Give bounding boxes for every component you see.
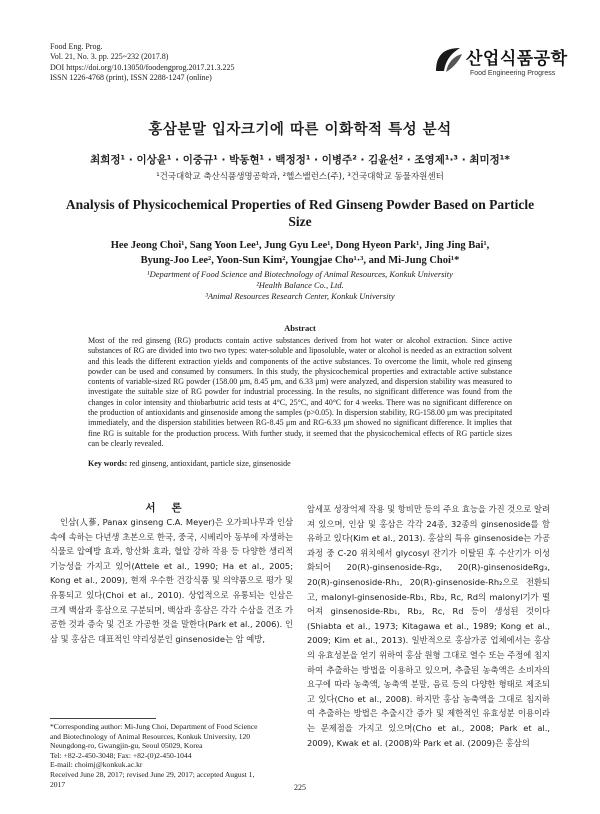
footnote-divider	[50, 718, 156, 719]
abstract-heading: Abstract	[284, 323, 316, 333]
affiliations-english	[40, 269, 560, 302]
paper-title-english: Analysis of Physicochemical Properties of Red Ginseng Powder Based on Particle Size	[65, 197, 535, 229]
footnote-line: E-mail: choimj@konkuk.ac.kr	[50, 760, 143, 770]
paper-title-korean: 홍삼분말 입자크기에 따른 이화학적 특성 분석	[148, 122, 452, 138]
page-number: 225	[294, 783, 306, 792]
logo-korean-text: 산업식품공학	[466, 49, 568, 69]
footnote-line: and Biotechnology of Animal Resources, Konkuk University, 120	[50, 731, 251, 741]
footnote-line: Received June 28, 2017; revised June 29, 2017; accepted August 1,	[50, 769, 255, 779]
journal-info	[50, 42, 380, 84]
journal-emblem-icon	[432, 45, 464, 75]
intro-paragraph-left: 인삼(人蔘, Panax ginseng C.A. Meyer)은 오가피나무과 인삼속에 속하는 다년생 초본으로 한국, 중국, 시베리아 동부에 자생하는 식물로 압예방 효과, 항산화 효과, 혈압 강하 작용 등 다양한 생리적 기능성을 가지고 있어(Attele et al., 1990; Ha et al., 2005; Kong et al., 2009), 현재 우수한 건강식품 및 의약품으로 평가 및 유통되고 있다(Choi et al., 2010). 상업적으로 유통되는 인삼은 크게 백삼과 홍삼으로 구분되며, 백삼과 홍삼은 각각 수삼을 건조 가공한 것과 증숙 및 건조 가공한 것을 말한다(Park et al., 2006). 인삼 및 홍삼은 대표적인 약리성분인 ginsenoside는 암 예방,	[50, 517, 293, 644]
logo-english-text: Food Engineering Progress	[470, 70, 556, 77]
authors-english-line-1: Hee Jeong Choi¹, Sang Yoon Lee¹, Jung Gyu Lee¹, Dong Hyeon Park¹, Jing Jing Bai¹,	[110, 240, 490, 251]
affiliation-1: ¹Department of Food Science and Biotechnology of Animal Resources, Konkuk University	[147, 269, 453, 279]
journal-logo	[432, 43, 568, 83]
intro-paragraph-right: 암세포 성장억제 작용 및 항비만 등의 주요 효능을 가진 것으로 알려져 있으며, 인삼 및 홍삼은 각각 24종, 32종의 ginsenoside를 함유하고 있다(Kim et al., 2013). 홍삼의 특유 ginsenoside는 가공 과정 중 C-20 위치에서 glycosyl 잔기가 이탈된 후 수산기가 이성화되어 20(R)-ginsenoside-Rg₂, 20(R)-ginsenosideRg₃, 20(R)-ginsenoside-Rh₁, 20(R)-ginsenoside-Rh₂으로 전환되고, malonyl-ginsenoside-Rb₁, Rb₂, Rc, Rd의 malonyl기가 떨어져 ginsenoside-Rb₁, Rb₂, Rc, Rd 등이 생성된 것이다(Shiabta et al., 1973; Kitagawa et al., 1989; Kong et al., 2009; Kim et al., 2013). 일반적으로 홍삼가공 업체에서는 홍삼의 유효성분을 얻기 위하여 홍삼 원형 그대로 열수 또는 주정에 침지하여 추출하는 방법을 이용하고 있으며, 추출된 농축액은 소비자의 요구에 따라 농축액, 농축액 분말, 음료 등의 다양한 형태로 제조되고 있다(Cho et al., 2008). 하지만 홍삼 농축액을 그대로 침지하여 추출하는 방법은 추출시간 증가 및 제한적인 유효성분 이용이라는 문제점을 가지고 있으며(Cho et al., 2008; Park et al., 2009), Kwak et al. (2008)와 Park et al. (2009)은 홍삼의	[307, 504, 550, 748]
keywords-list: red ginseng, antioxidant, particle size, ginsenoside	[127, 459, 291, 468]
footnote-line: *Corresponding author: Mi-Jung Choi, Department of Food Science	[50, 722, 258, 731]
authors-korean: 최희정¹ · 이상윤¹ · 이중규¹ · 박동현¹ · 백정정¹ · 이병주² · 김윤선² · 조영제¹·³ · 최미정¹*	[90, 154, 510, 166]
journal-volume: Vol. 21, No. 3. pp. 225~232 (2017.8)	[50, 52, 169, 62]
section-heading-introduction: 서론	[145, 502, 198, 514]
journal-issn: ISSN 1226-4768 (print), ISSN 2288-1247 (online)	[50, 73, 212, 83]
footnote-line: Tel: +82-2-450-3048; Fax: +82-(0)2-450-1044	[50, 750, 192, 760]
abstract-body: Most of the red ginseng (RG) products contain active substances derived from hot water or alcohol extraction. Since active substances of RG are divided into two two types: water-soluble and liposoluble, water or alcohol is needed as an extraction solvent and this leads the different extraction yields and components of the active substances. To overcome the limit, whole red ginseng powder can be used and consumed by consumers. In this study, the physicochemical properties and extractable active substance contents of variable-sized RG powder (158.00 μm, 8.45 μm, and 6.33 μm) were analyzed, and dispersion stability was measured to investigate the suitable size of RG powder for industrial processing. In the results, no significant difference was found from the changes in color intensity and thiobarbutric acid tests at 4°C, 25°C, and 40°C for 4 weeks. There was no significant difference on the production of antioxidants and ginsenoside among the samples (p>0.05). In dispersion stability, RG-158.00 μm was precipitated immediately, and the dispersion stabilities between RG-8.45 μm and RG-6.33 μm showed no significant difference. It implies that fine RG is suitable for the production process. With further study, it seemed that the physicochemical effects of RG particle sizes can be clearly revealed.	[88, 336, 512, 448]
affiliation-2: ²Health Balance Co., Ltd.	[256, 280, 344, 290]
journal-doi: DOI https://doi.org/10.13050/foodengprog.2017.21.3.225	[50, 62, 235, 72]
affiliations-korean: ¹건국대학교 축산식품생명공학과, ²헬스밸런스(주), ³건국대학교 동물자원센터	[156, 172, 444, 182]
footnote-line: Neungdong-ro, Gwangjin-gu, Seoul 05029, Korea	[50, 741, 203, 751]
body-column-right	[307, 502, 550, 750]
corresponding-author-footnote	[50, 722, 296, 789]
keywords-label: Key words:	[88, 459, 128, 468]
authors-english	[40, 239, 560, 268]
affiliation-3: ³Animal Resources Research Center, Konkuk University	[205, 291, 395, 301]
body-column-left	[50, 515, 293, 646]
authors-english-line-2: Byung-Joo Lee², Yoon-Sun Kim², Youngjae Cho¹·³, and Mi-Jung Choi¹*	[140, 254, 460, 266]
footnote-line: 2017	[50, 779, 66, 789]
keywords	[88, 459, 512, 469]
journal-name: Food Eng. Prog.	[50, 42, 103, 51]
